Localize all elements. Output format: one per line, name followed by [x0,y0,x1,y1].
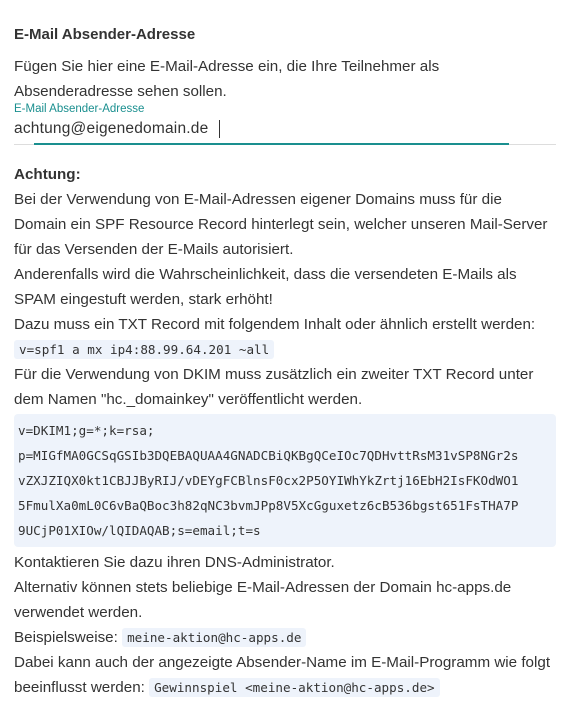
warning-block [14,162,556,700]
dkim-line: vZXJZIQX0kt1CBJJByRIJ/vDEYgFCBlnsF0cx2P5OYIWhYkZrtj16EbH2IsFKOdWO1 [18,473,519,488]
spf-record-line [14,337,556,362]
example-line [14,625,556,650]
warning-title: Achtung: [14,166,81,183]
dkim-line: 9UCjP01XIOw/lQIDAQAB;s=email;t=s [18,523,261,538]
example-address-code: meine-aktion@hc-apps.de [122,628,306,647]
sender-name-prefix: Dabei kann auch der angezeigte Absender-Name im E-Mail-Programm wie folgt beeinflusst werden: [14,654,551,696]
email-field-focus-underline [34,143,509,145]
dkim-record-code [14,414,556,547]
section-title: E-Mail Absender-Adresse [14,26,196,43]
warning-spf-text: Bei der Verwendung von E-Mail-Adressen eigener Domains muss für die Domain ein SPF Resource Record hinterlegt sein, welcher unseren Mail-Server für das Versenden der E-Mails autorisiert. [14,191,548,258]
sender-name-line [14,650,556,700]
alternative-text: Alternativ können stets beliebige E-Mail-Adressen der Domain hc-apps.de verwendet werden. [14,579,512,621]
sender-name-code: Gewinnspiel <meine-aktion@hc-apps.de> [149,678,440,697]
dns-admin-text: Kontaktieren Sie dazu ihren DNS-Administrator. [14,554,335,571]
sender-email-input[interactable] [14,118,534,140]
email-field-wrapper [14,118,556,145]
dkim-line: v=DKIM1;g=*;k=rsa; [18,423,155,438]
section-description: Fügen Sie hier eine E-Mail-Adresse ein, die Ihre Teilnehmer als Absenderadresse sehen sollen. [14,58,440,100]
spf-record-code: v=spf1 a mx ip4:88.99.64.201 ~all [14,340,274,359]
warning-txt-intro: Dazu muss ein TXT Record mit folgendem Inhalt oder ähnlich erstellt werden: [14,316,536,333]
example-prefix: Beispielsweise: [14,629,118,646]
dkim-line: 5FmulXa0mL0C6vBaQBoc3h82qNC3bvmJPp8V5XcGguxetz6cB536bgst651FsTHA7P [18,498,519,513]
warning-spam-text: Anderenfalls wird die Wahrscheinlichkeit, dass die versendeten E-Mails als SPAM eingestuft werden, stark erhöht! [14,266,517,308]
dkim-intro-text: Für die Verwendung von DKIM muss zusätzlich ein zweiter TXT Record unter dem Namen "hc._domainkey" veröffentlicht werden. [14,366,534,408]
text-caret [219,120,220,138]
dkim-line: p=MIGfMA0GCSqGSIb3DQEBAQUAA4GNADCBiQKBgQCeIOc7QDHvttRsM31vSP8NGr2s [18,448,519,463]
email-field-label: E-Mail Absender-Adresse [14,103,145,115]
